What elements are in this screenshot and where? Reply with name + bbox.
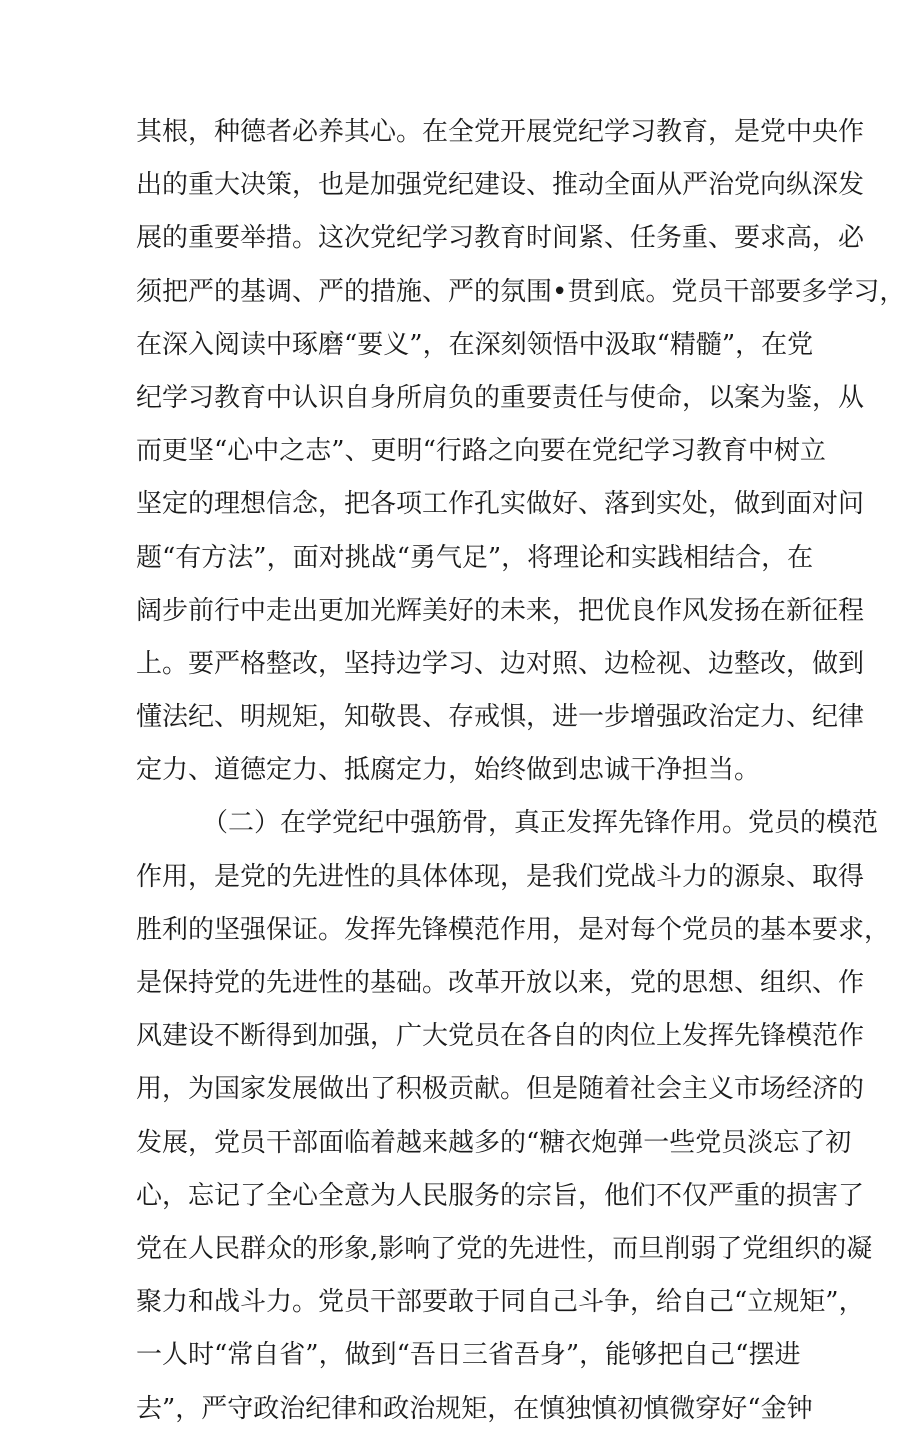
text-line: 在深入阅读中琢磨“要义”，在深刻领悟中汲取“精髓”，在党 xyxy=(136,329,814,360)
text-line: 风建设不断得到加强，广大党员在各自的肉位上发挥先锋模范作 xyxy=(136,1021,865,1052)
text-line: 上。要严格整改，坚持边学习、边对照、边检视、边整改，做到 xyxy=(136,648,865,679)
text-line: 心，忘记了全心全意为人民服务的宗旨，他们不仅严重的损害了 xyxy=(136,1180,865,1211)
text-line: 定力、道德定力、抵腐定力，始终做到忠诚干净担当。 xyxy=(136,755,761,786)
text-line: 作用，是党的先进性的具体体现，是我们党战斗力的源泉、取得 xyxy=(136,861,865,892)
text-line: 去”，严守政治纪律和政治规矩，在慎独慎初慎微穿好“金钟 xyxy=(136,1393,813,1424)
text-line: 坚定的理想信念，把各项工作孔实做好、落到实处，做到面对问 xyxy=(136,489,865,520)
text-line: 发展，党员干部面临着越来越多的“糖衣炮弹一些党员淡忘了初 xyxy=(136,1127,852,1158)
text-line: 须把严的基调、严的措施、严的氛围•贯到底。党员干部要多学习， xyxy=(136,276,906,307)
text-line: 出的重大决策，也是加强党纪建设、推动全面从严治党向纵深发 xyxy=(136,170,865,201)
text-line: 其根，种德者必养其心。在全党开展党纪学习教育，是党中央作 xyxy=(136,117,865,147)
text-line: 而更坚“心中之志”、更明“行路之向要在党纪学习教育中树立 xyxy=(136,436,826,467)
text-line: 胜利的坚强保证。发挥先锋模范作用，是对每个党员的基本要求， xyxy=(136,914,891,945)
text-line: 是保持党的先进性的基础。改革开放以来，党的思想、组织、作 xyxy=(136,968,865,998)
section-heading-line: （二）在学党纪中强筋骨，真正发挥先锋作用。党员的模范 xyxy=(202,808,879,839)
text-line: 用，为国家发展做出了积极贡献。但是随着社会主义市场经济的 xyxy=(136,1074,865,1105)
text-line: 懂法纪、明规矩，知敬畏、存戒惧，进一步增强政治定力、纪律 xyxy=(136,702,865,733)
text-line: 阔步前行中走出更加光辉美好的未来，把优良作风发扬在新征程 xyxy=(136,595,865,626)
text-line: 党在人民群众的形象,影响了党的先进性，而旦削弱了党组织的凝 xyxy=(136,1233,873,1264)
text-line: 纪学习教育中认识自身所肩负的重要责任与使命，以案为鉴，从 xyxy=(136,382,865,413)
text-line: 聚力和战斗力。党员干部要敢于同自己斗争，给自己“立规矩”， xyxy=(136,1287,865,1318)
body-text xyxy=(136,106,906,1436)
text-line: 题“有方法”，面对挑战“勇气足”，将理论和实践相结合，在 xyxy=(136,542,814,573)
text-line: 一人时“常自省”，做到“吾日三省吾身”，能够把自己“摆进 xyxy=(136,1340,801,1371)
text-line: 展的重要举措。这次党纪学习教育时间紧、任务重、要求高，必 xyxy=(136,223,865,254)
